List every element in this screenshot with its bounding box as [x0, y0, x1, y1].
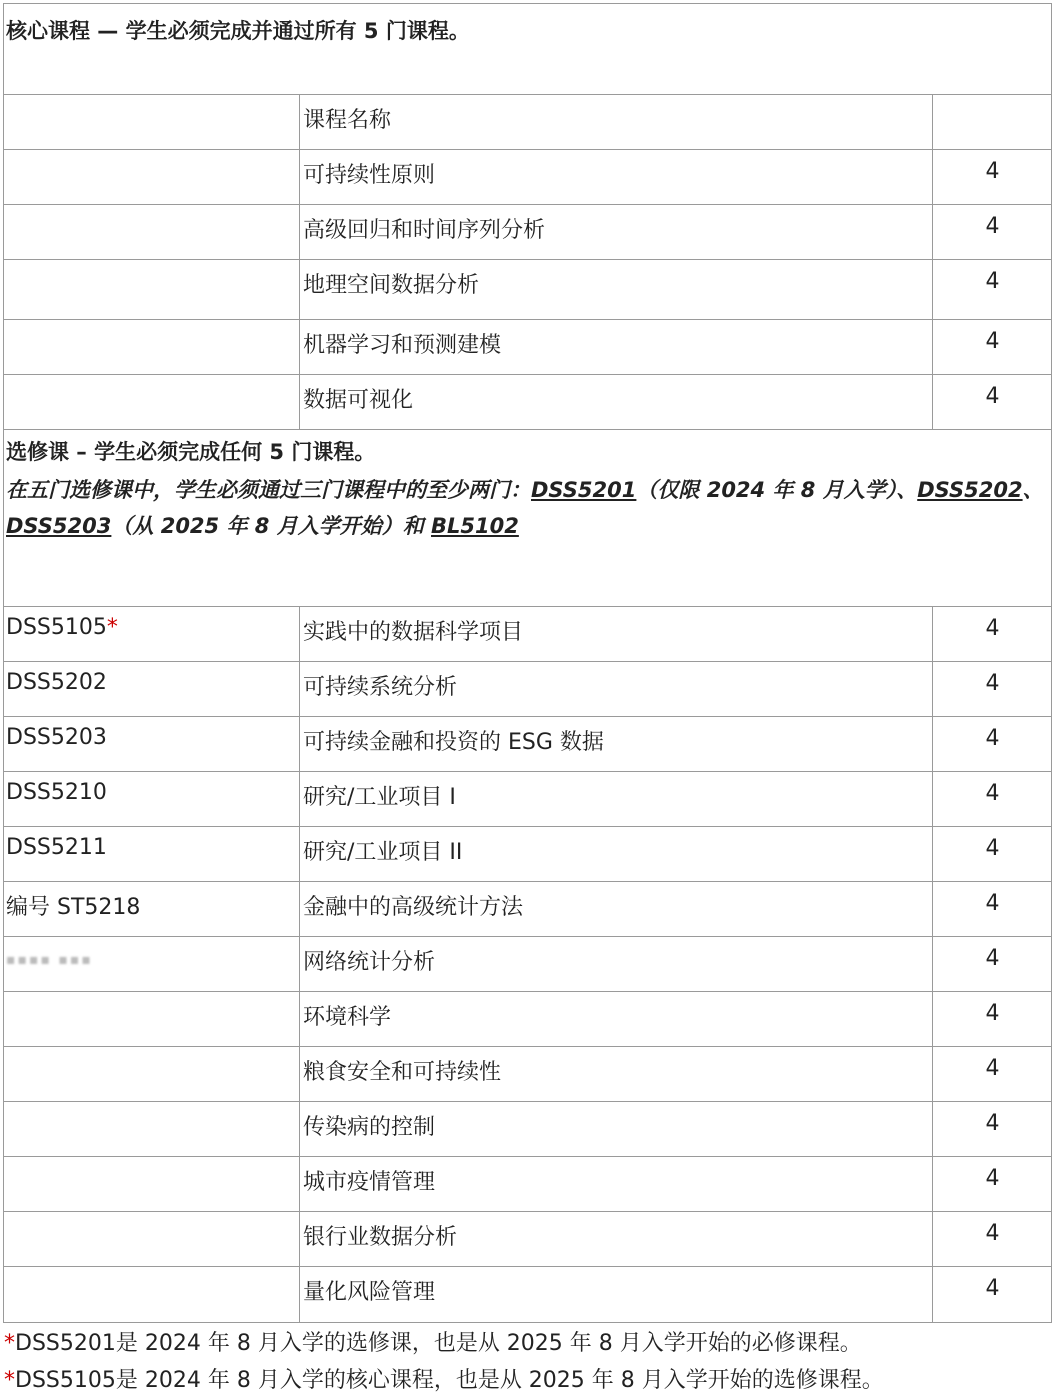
credits-text: 4: [985, 384, 1000, 409]
elective-note: [3, 472, 1052, 544]
course-name: [299, 205, 932, 259]
credits-text: 4: [985, 329, 1000, 354]
table-row: [3, 260, 1052, 320]
course-name: [299, 260, 932, 319]
course-code-text: DSS5210: [6, 780, 107, 805]
footnote-text: DSS5105是 2024 年 8 月入学的核心课程，也是从 2025 年 8 月入学开始的选修课程。: [15, 1368, 884, 1393]
course-name-text: 环境科学: [303, 1005, 392, 1030]
course-link-bl5102[interactable]: BL5102: [431, 514, 519, 538]
course-credits: [932, 992, 1052, 1046]
course-name-text: 可持续性原则: [303, 163, 436, 188]
course-table: [3, 3, 1052, 1322]
course-name-text: 金融中的高级统计方法: [303, 895, 524, 920]
table-row: [3, 150, 1052, 205]
course-credits: [932, 320, 1052, 374]
note-text: （从 2025 年 8 月入学开始）和: [111, 514, 432, 538]
course-name: [299, 320, 932, 374]
course-code: [3, 772, 299, 826]
course-name: [299, 1047, 932, 1101]
course-code: [3, 1267, 299, 1322]
credits-text: 4: [985, 836, 1000, 861]
credits-text: 4: [985, 616, 1000, 641]
course-credits: [932, 772, 1052, 826]
note-text: 、: [1022, 478, 1044, 502]
course-name: [299, 150, 932, 204]
credits-text: 4: [985, 726, 1000, 751]
course-code: [3, 1102, 299, 1156]
course-name: [299, 1267, 932, 1322]
elective-heading-text: 选修课 – 学生必须完成任何 5 门课程。: [6, 440, 376, 464]
table-row: [3, 607, 1052, 662]
code-cell: [3, 320, 299, 374]
credits-text: 4: [985, 1166, 1000, 1191]
code-cell: [3, 150, 299, 204]
course-code: [3, 607, 299, 661]
redacted-code: ▪▪▪▪ ▪▪▪: [6, 952, 93, 968]
course-name-text: 城市疫情管理: [303, 1170, 436, 1195]
course-credits: [932, 607, 1052, 661]
course-code: [3, 992, 299, 1046]
table-row: [3, 375, 1052, 430]
course-credits: [932, 260, 1052, 319]
credits-text: 4: [985, 1111, 1000, 1136]
course-name-text: 网络统计分析: [303, 950, 436, 975]
course-credits: [932, 882, 1052, 936]
course-credits: [932, 1267, 1052, 1322]
asterisk-mark: *: [4, 1368, 15, 1393]
course-name: [299, 937, 932, 991]
table-row: [3, 1047, 1052, 1102]
course-credits: [932, 375, 1052, 429]
credits-text: 4: [985, 671, 1000, 696]
course-name-text: 量化风险管理: [303, 1280, 436, 1305]
core-heading-text: 核心课程 — 学生必须完成并通过所有 5 门课程。: [6, 19, 470, 43]
course-credits: [932, 662, 1052, 716]
course-code: [3, 827, 299, 881]
table-row: [3, 1102, 1052, 1157]
course-credits: [932, 205, 1052, 259]
course-credits: [932, 717, 1052, 771]
asterisk-mark: *: [106, 615, 118, 640]
course-credits: [932, 937, 1052, 991]
name-header: [299, 95, 932, 149]
course-code-text: DSS5202: [6, 670, 107, 695]
course-link-dss5202[interactable]: DSS5202: [917, 478, 1023, 502]
table-row: [3, 1212, 1052, 1267]
course-credits: [932, 1157, 1052, 1211]
credits-text: 4: [985, 1001, 1000, 1026]
name-header-text: 课程名称: [303, 108, 392, 133]
course-code-text: DSS5211: [6, 835, 107, 860]
course-code-text: DSS5105: [6, 615, 107, 640]
footnote: [4, 1363, 884, 1394]
course-code: [3, 1157, 299, 1211]
course-name-text: 实践中的数据科学项目: [303, 620, 524, 645]
table-row: [3, 882, 1052, 937]
note-text: （仅限 2024 年 8 月入学）、: [636, 478, 918, 502]
code-cell: [3, 205, 299, 259]
course-name-text: 可持续金融和投资的 ESG 数据: [303, 730, 604, 755]
course-name: [299, 607, 932, 661]
course-name: [299, 882, 932, 936]
credits-text: 4: [985, 1221, 1000, 1246]
course-name-text: 研究/工业项目 II: [303, 840, 463, 865]
credits-text: 4: [985, 781, 1000, 806]
table-row: [3, 772, 1052, 827]
course-code: [3, 882, 299, 936]
course-name: [299, 717, 932, 771]
course-code-text: 编号 ST5218: [6, 895, 141, 920]
course-name-text: 银行业数据分析: [303, 1225, 458, 1250]
course-credits: [932, 1212, 1052, 1266]
course-name-text: 高级回归和时间序列分析: [303, 218, 546, 243]
course-name: [299, 827, 932, 881]
code-cell: [3, 260, 299, 319]
credits-text: 4: [985, 1056, 1000, 1081]
course-code: [3, 1047, 299, 1101]
core-heading: [3, 3, 1052, 95]
credits-text: 4: [985, 1276, 1000, 1301]
course-code: [3, 717, 299, 771]
core-header-row: [3, 95, 1052, 150]
credits-text: 4: [985, 159, 1000, 184]
table-row: [3, 662, 1052, 717]
course-code-text: DSS5203: [6, 725, 107, 750]
table-row: [3, 1157, 1052, 1212]
course-name-text: 数据可视化: [303, 388, 414, 413]
table-row: [3, 1267, 1052, 1322]
course-name-text: 地理空间数据分析: [303, 273, 480, 298]
credits-text: 4: [985, 269, 1000, 294]
table-row: [3, 992, 1052, 1047]
course-link-dss5201[interactable]: DSS5201: [531, 478, 637, 502]
course-credits: [932, 1047, 1052, 1101]
footnote-text: DSS5201是 2024 年 8 月入学的选修课，也是从 2025 年 8 月入学开始的必修课程。: [15, 1331, 862, 1356]
elective-heading: [3, 430, 1052, 466]
course-name: [299, 1157, 932, 1211]
course-name: [299, 662, 932, 716]
course-name-text: 研究/工业项目 I: [303, 785, 456, 810]
asterisk-mark: *: [4, 1331, 15, 1356]
credits-header: [932, 95, 1052, 149]
course-code: [3, 1212, 299, 1266]
course-credits: [932, 150, 1052, 204]
table-row: [3, 717, 1052, 772]
elective-heading-block: [3, 430, 1052, 607]
course-name: [299, 1102, 932, 1156]
course-credits: [932, 1102, 1052, 1156]
table-row: [3, 320, 1052, 375]
course-name-text: 可持续系统分析: [303, 675, 458, 700]
credits-text: 4: [985, 891, 1000, 916]
course-name: [299, 772, 932, 826]
code-cell: [3, 95, 299, 149]
table-row: [3, 827, 1052, 882]
course-name: [299, 375, 932, 429]
course-name: [299, 992, 932, 1046]
table-row: [3, 937, 1052, 992]
course-link-dss5203[interactable]: DSS5203: [6, 514, 112, 538]
footnote: [4, 1326, 862, 1357]
course-code: [3, 937, 299, 991]
credits-text: 4: [985, 946, 1000, 971]
note-text: 在五门选修课中，学生必须通过三门课程中的至少两门：: [6, 478, 531, 502]
course-code: [3, 662, 299, 716]
code-cell: [3, 375, 299, 429]
course-name-text: 粮食安全和可持续性: [303, 1060, 502, 1085]
course-name-text: 传染病的控制: [303, 1115, 436, 1140]
course-name: [299, 1212, 932, 1266]
course-credits: [932, 827, 1052, 881]
credits-text: 4: [985, 214, 1000, 239]
table-row: [3, 205, 1052, 260]
course-name-text: 机器学习和预测建模: [303, 333, 502, 358]
